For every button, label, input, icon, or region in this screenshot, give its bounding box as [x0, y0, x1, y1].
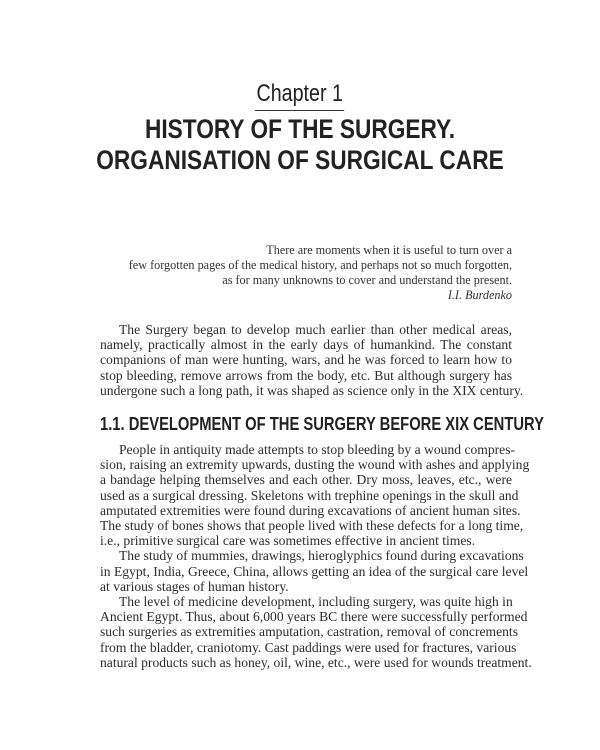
text-line: a bandage helping themselves and each other. Dry moss, leaves, etc., were: [100, 472, 512, 488]
chapter-label: Chapter 1: [255, 80, 345, 111]
text-line: natural products such as honey, oil, wine, etc., were used for wounds treatment.: [100, 654, 532, 670]
text-line: i.e., primitive surgical care was sometimes effective in ancient times.: [100, 533, 476, 549]
chapter-title-line: ORGANISATION OF SURGICAL CARE: [96, 145, 504, 175]
chapter-title-line: HISTORY OF THE SURGERY.: [144, 114, 456, 144]
text-line: in Egypt, India, Greece, China, allows getting an idea of the surgical care level: [100, 563, 529, 579]
epigraph-author: I.I. Burdenko: [447, 288, 512, 302]
text-line: The study of bones shows that people lived with these defects for a long time,: [100, 518, 524, 534]
text-line: The Surgery began to develop much earlier than other medical areas,: [119, 322, 512, 337]
chapter-title: [0, 114, 600, 176]
text-line: such surgeries as extremities amputation, castration, removal of concrements: [100, 624, 519, 640]
text-line: at various stages of human history.: [100, 578, 289, 594]
chapter-label-wrap: [0, 80, 600, 111]
text-line: used as a surgical dressing. Skeletons with trephine openings in the skull and: [100, 487, 519, 503]
section-heading-text: 1.1. DEVELOPMENT OF THE SURGERY BEFORE XIX CENTURY: [100, 414, 544, 434]
epigraph-line: There are moments when it is useful to turn over a: [266, 243, 512, 257]
text-line: People in antiquity made attempts to stop bleeding by a wound compres-: [119, 442, 516, 457]
section-body: [100, 442, 532, 670]
text-line: stop bleeding, remove arrows from the body, etc. But although surgery has: [100, 367, 512, 383]
epigraph-line: as for many unknowns to cover and understand the present.: [222, 273, 512, 287]
epigraph: [129, 243, 512, 303]
text-line: sion, raising an extremity upwards, dusting the wound with ashes and applying: [100, 457, 530, 473]
text-line: namely, practically almost in the early days of humankind. The constant: [100, 337, 512, 353]
epigraph-line: few forgotten pages of the medical history, and perhaps not so much forgotten,: [128, 258, 512, 272]
text-line: undergone such a long path, it was shaped as science only in the XIX century.: [100, 382, 524, 398]
text-line: from the bladder, craniotomy. Cast paddings were used for fractures, various: [100, 639, 517, 655]
intro-paragraph: [100, 322, 524, 398]
text-line: The level of medicine development, including surgery, was quite high in: [119, 594, 513, 610]
text-line: amputated extremities were found during excavations of ancient human sites.: [100, 502, 521, 518]
section-heading: [100, 414, 544, 435]
text-line: companions of man were hunting, wars, and he was forced to learn how to: [100, 352, 512, 368]
text-line: Ancient Egypt. Thus, about 6,000 years BC there were successfully performed: [100, 609, 528, 625]
text-line: The study of mummies, drawings, hieroglyphics found during excavations: [119, 548, 524, 564]
